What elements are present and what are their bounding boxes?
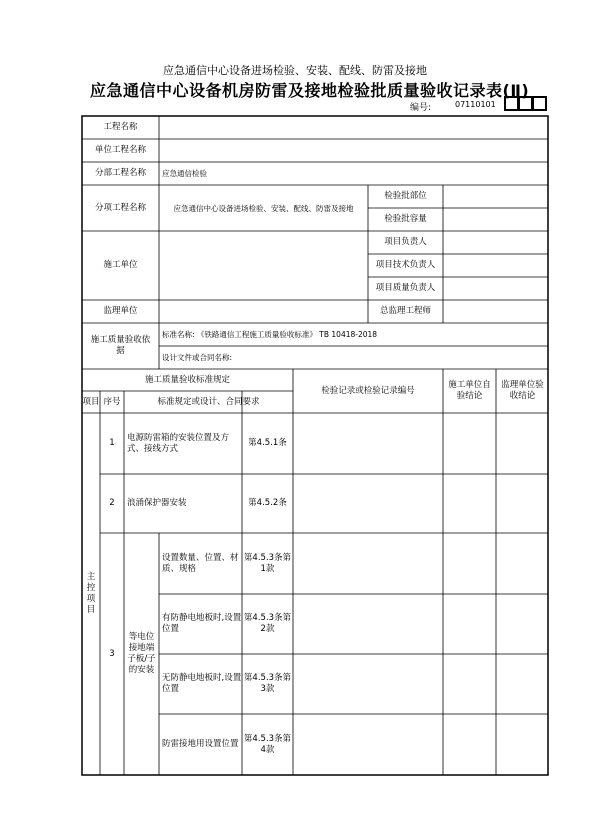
row3-seq: 3 (109, 648, 115, 659)
row3-text: 等电位接地端子板/子的安装 (127, 632, 156, 675)
row1-supervision-result[interactable] (496, 413, 548, 474)
construction-unit-label: 施工单位 (103, 260, 138, 270)
code-value: 07110101 (455, 100, 496, 109)
tech-leader-label: 项目技术负责人 (375, 260, 436, 270)
row1-construction-result[interactable] (443, 413, 496, 474)
sub1-text: 设置数量、位置、材质、规格 (162, 552, 239, 574)
sub2-clause: 第4.5.3条第2款 (243, 613, 292, 634)
form-title: 应急通信中心设备机房防雷及接地检验批质量验收记录表(Ⅱ) (90, 81, 530, 100)
unit-project-field[interactable] (159, 139, 548, 162)
construction-unit-field[interactable] (159, 231, 368, 300)
row1-seq: 1 (109, 438, 115, 448)
row2-construction-result[interactable] (443, 474, 496, 533)
project-leader-label: 项目负责人 (384, 237, 427, 247)
basis-label: 施工质量验收依据 (90, 335, 151, 356)
record-header: 检验记录或检验记录编号 (321, 385, 415, 396)
supervision-result-header: 监理单位验收结论 (501, 380, 544, 401)
row1-clause: 第4.5.1条 (248, 438, 287, 448)
sub1-clause: 第4.5.3条第1款 (243, 552, 292, 574)
main-control-label: 主控项目 (86, 572, 96, 615)
batch-location-field[interactable] (443, 185, 548, 208)
item-header: 项目 (82, 396, 100, 407)
std-group-header: 施工质量验收标准规定 (144, 374, 230, 385)
sub4-text: 防雷接地用设置位置 (162, 739, 239, 749)
tech-leader-field[interactable] (443, 254, 548, 277)
unit-project-label: 单位工程名称 (94, 145, 146, 155)
sub4-clause: 第4.5.3条第4款 (243, 733, 292, 755)
project-name-field[interactable] (159, 116, 548, 139)
subitem-label: 分项工程名称 (94, 202, 146, 213)
division-label: 分部工程名称 (94, 168, 146, 178)
row1-record-field[interactable] (293, 413, 443, 474)
project-name-label: 工程名称 (103, 122, 138, 132)
row2-supervision-result[interactable] (496, 474, 548, 533)
form-subtitle: 应急通信中心设备进场检验、安装、配线、防雷及接地 (163, 64, 427, 77)
supervision-unit-label: 监理单位 (103, 306, 138, 316)
row2-seq: 2 (109, 498, 115, 508)
design-document: 设计文件或合同名称: (162, 353, 233, 362)
row2-clause: 第4.5.2条 (248, 498, 287, 508)
supervision-unit-field[interactable] (159, 300, 368, 323)
project-leader-field[interactable] (443, 231, 548, 254)
seq-header: 序号 (103, 396, 121, 407)
req-header: 标准规定或设计、合同要求 (157, 396, 260, 407)
sub2-text: 有防静电地板时,设置位置 (162, 613, 242, 634)
construction-result-header: 施工单位自验结论 (448, 380, 491, 401)
code-label: 编号: (410, 103, 432, 113)
sub3-clause: 第4.5.3条第3款 (243, 673, 292, 694)
standard-name: 标准名称: 《铁路通信工程施工质量验收标准》 TB 10418-2018 (162, 330, 378, 339)
chief-engineer-label: 总监理工程师 (379, 306, 431, 316)
row2-record-field[interactable] (293, 474, 443, 533)
batch-location-label: 检验批部位 (384, 191, 427, 201)
batch-capacity-label: 检验批容量 (384, 214, 427, 224)
row2-text: 浪涌保护器安装 (127, 498, 187, 508)
sub3-text: 无防静电地板时,设置位置 (162, 673, 242, 694)
quality-leader-field[interactable] (443, 277, 548, 300)
batch-capacity-field[interactable] (443, 208, 548, 231)
division-field[interactable]: 应急通信检验 (162, 169, 207, 178)
row1-text: 电源防雷箱的安装位置及方式、接线方式 (127, 432, 230, 454)
chief-engineer-field[interactable] (443, 300, 548, 323)
subitem-field[interactable]: 应急通信中心设备进场检验、安装、配线、防雷及接地 (173, 203, 354, 213)
quality-leader-label: 项目质量负责人 (375, 283, 436, 293)
